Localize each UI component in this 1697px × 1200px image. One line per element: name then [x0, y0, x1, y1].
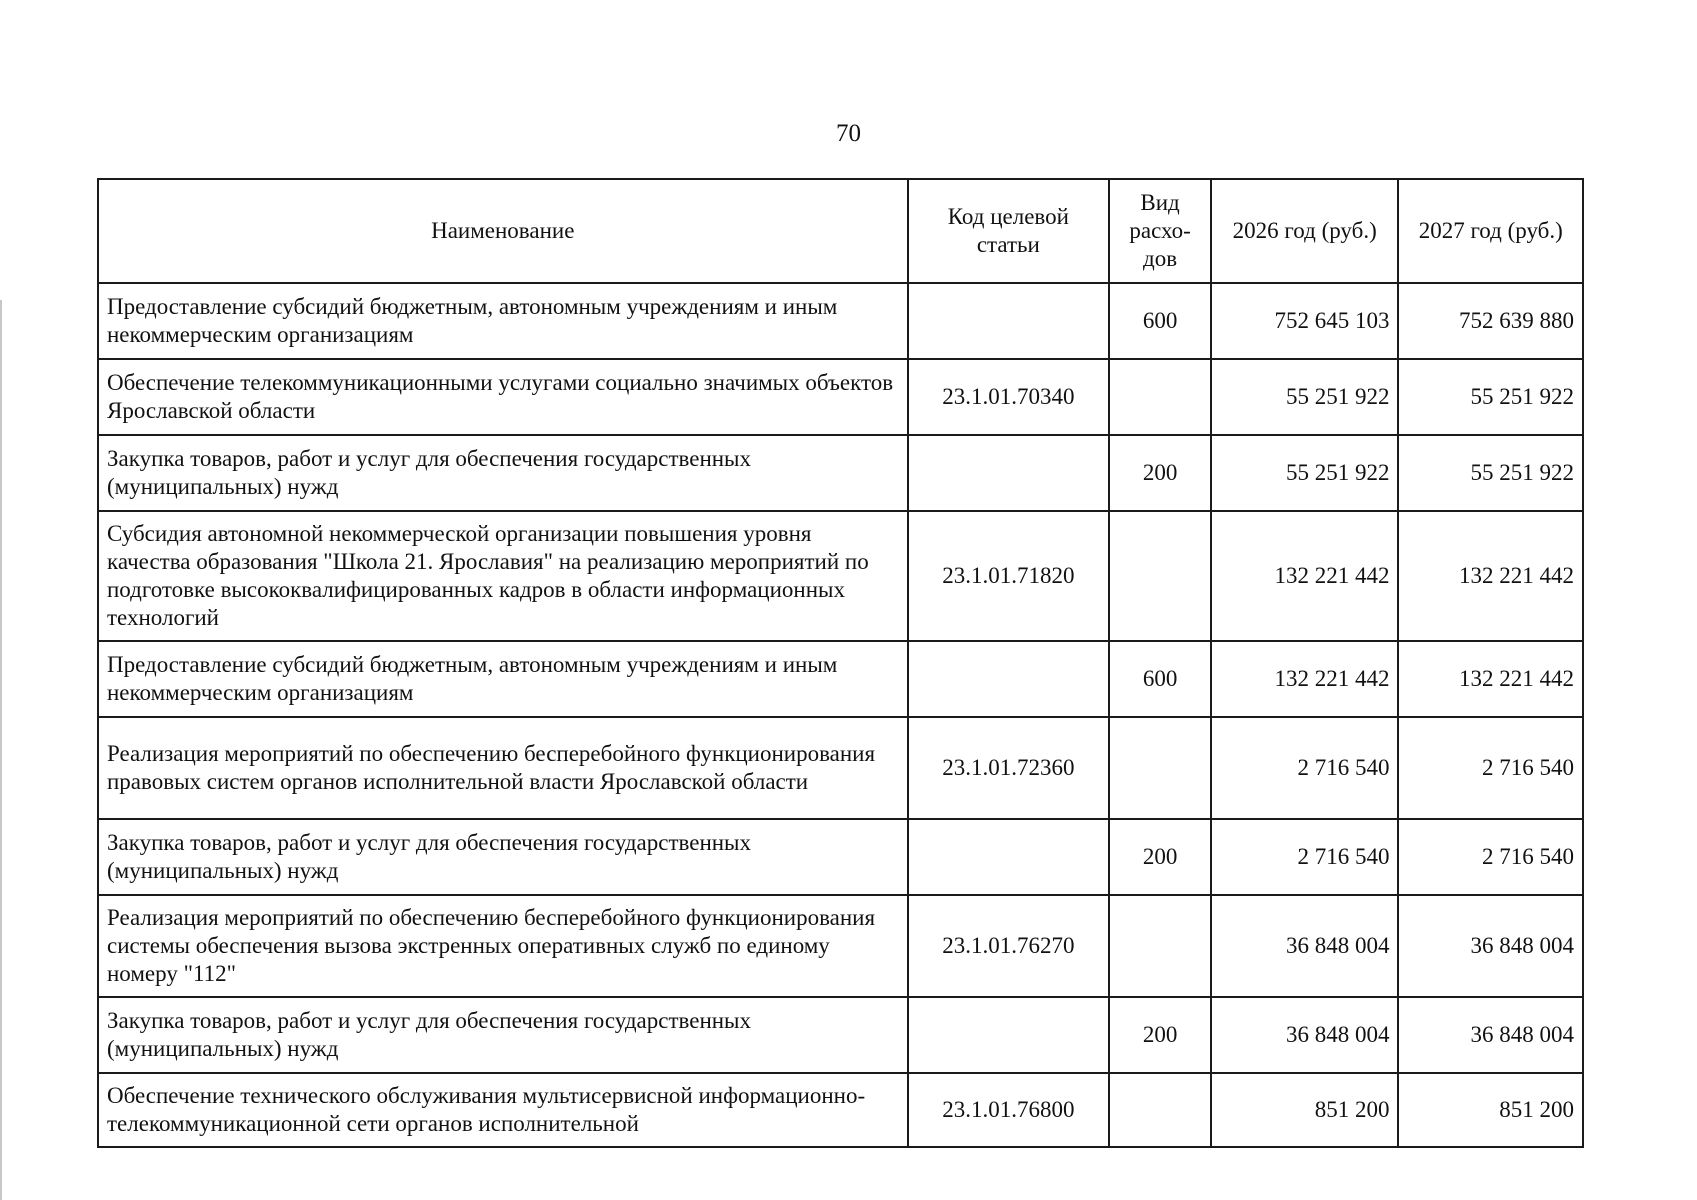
table-row: [98, 283, 1583, 359]
row-name: Реализация мероприятий по обеспечению бесперебойного функционирования системы обеспечения вызова экстренных оперативных служб по единому номеру "112": [98, 895, 908, 997]
row-2026: 55 251 922: [1211, 359, 1399, 435]
row-name: Обеспечение телекоммуникационными услугами социально значимых объектов Ярославской области: [98, 359, 908, 435]
row-kind: [1109, 359, 1211, 435]
table-row: [98, 895, 1583, 997]
row-name: Предоставление субсидий бюджетным, автономным учреждениям и иным некоммерческим организациям: [98, 641, 908, 717]
row-name: Обеспечение технического обслуживания мультисервисной информационно-телекоммуникационной сети органов исполнительной: [98, 1073, 908, 1147]
table-row: [98, 1073, 1583, 1147]
row-2027: 132 221 442: [1398, 641, 1583, 717]
row-2027: 36 848 004: [1398, 997, 1583, 1073]
row-code: [908, 819, 1110, 895]
header-kind: Вид расхо-дов: [1109, 179, 1211, 283]
row-2027: 55 251 922: [1398, 435, 1583, 511]
row-kind: 600: [1109, 283, 1211, 359]
row-name: Реализация мероприятий по обеспечению бесперебойного функционирования правовых систем органов исполнительной власти Ярославской области: [98, 717, 908, 819]
header-code: Код целевой статьи: [908, 179, 1110, 283]
table-row: [98, 819, 1583, 895]
row-kind: [1109, 895, 1211, 997]
row-code: 23.1.01.76800: [908, 1073, 1110, 1147]
row-name: Закупка товаров, работ и услуг для обеспечения государственных (муниципальных) нужд: [98, 819, 908, 895]
row-2026: 2 716 540: [1211, 717, 1399, 819]
row-2027: 851 200: [1398, 1073, 1583, 1147]
table-row: [98, 435, 1583, 511]
row-kind: 600: [1109, 641, 1211, 717]
budget-table: [97, 178, 1584, 1148]
row-code: [908, 641, 1110, 717]
row-code: 23.1.01.76270: [908, 895, 1110, 997]
row-name: Предоставление субсидий бюджетным, автономным учреждениям и иным некоммерческим организациям: [98, 283, 908, 359]
row-name: Закупка товаров, работ и услуг для обеспечения государственных (муниципальных) нужд: [98, 435, 908, 511]
page-number: 70: [836, 120, 861, 147]
row-2026: 752 645 103: [1211, 283, 1399, 359]
row-kind: 200: [1109, 435, 1211, 511]
row-code: [908, 435, 1110, 511]
row-kind: 200: [1109, 997, 1211, 1073]
row-2026: 55 251 922: [1211, 435, 1399, 511]
table-row: [98, 717, 1583, 819]
row-2027: 55 251 922: [1398, 359, 1583, 435]
row-code: 23.1.01.70340: [908, 359, 1110, 435]
row-code: 23.1.01.72360: [908, 717, 1110, 819]
row-name: Закупка товаров, работ и услуг для обеспечения государственных (муниципальных) нужд: [98, 997, 908, 1073]
row-2026: 36 848 004: [1211, 895, 1399, 997]
row-kind: [1109, 717, 1211, 819]
row-2027: 2 716 540: [1398, 819, 1583, 895]
row-kind: [1109, 511, 1211, 641]
row-2027: 2 716 540: [1398, 717, 1583, 819]
table-row: [98, 641, 1583, 717]
row-2026: 132 221 442: [1211, 641, 1399, 717]
row-code: [908, 997, 1110, 1073]
row-2026: 132 221 442: [1211, 511, 1399, 641]
table-header-row: [98, 179, 1583, 283]
scan-edge-shadow: [0, 300, 2, 1200]
row-2027: 36 848 004: [1398, 895, 1583, 997]
row-code: [908, 283, 1110, 359]
table-row: [98, 997, 1583, 1073]
header-2026: 2026 год (руб.): [1211, 179, 1399, 283]
row-code: 23.1.01.71820: [908, 511, 1110, 641]
table-row: [98, 359, 1583, 435]
row-2026: 851 200: [1211, 1073, 1399, 1147]
row-2026: 36 848 004: [1211, 997, 1399, 1073]
row-2027: 132 221 442: [1398, 511, 1583, 641]
row-name: Субсидия автономной некоммерческой организации повышения уровня качества образования "Школа 21. Ярославия" на реализацию мероприятий по подготовке высококвалифицированных кадров в области информационных технологий: [98, 511, 908, 641]
row-kind: 200: [1109, 819, 1211, 895]
header-2027: 2027 год (руб.): [1398, 179, 1583, 283]
row-2026: 2 716 540: [1211, 819, 1399, 895]
row-kind: [1109, 1073, 1211, 1147]
row-2027: 752 639 880: [1398, 283, 1583, 359]
table-row: [98, 511, 1583, 641]
header-name: Наименование: [98, 179, 908, 283]
